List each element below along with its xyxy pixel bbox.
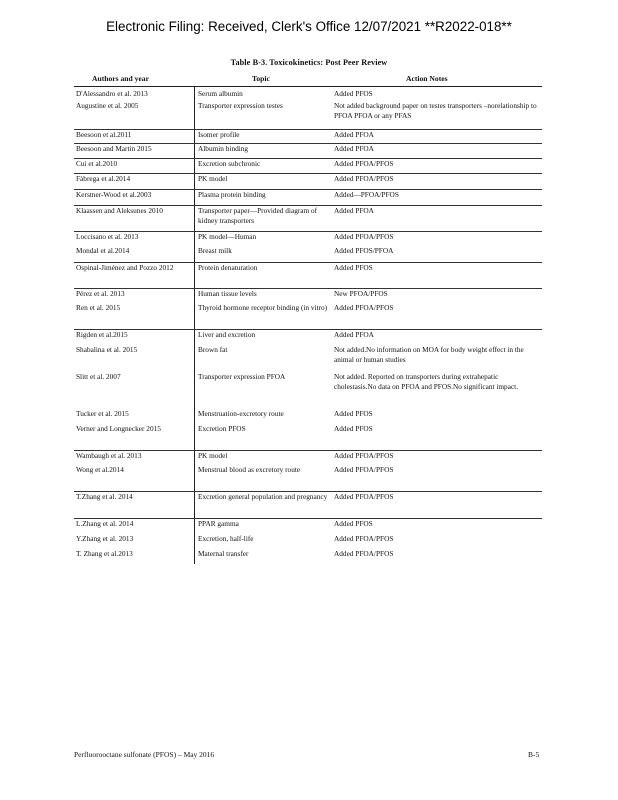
- topic-cell: Albumin binding: [198, 144, 249, 153]
- action-cell: Added PFOA/PFOS: [334, 174, 394, 183]
- author-cell: Ospinal-Jiménez and Pozzo 2012: [76, 263, 174, 272]
- column-header-topic: Topic: [252, 74, 270, 83]
- author-cell: Beesoon and Martin 2015: [76, 144, 152, 153]
- author-cell: Y.Zhang et al. 2013: [76, 534, 134, 543]
- author-cell: Wong et al.2014: [76, 465, 124, 474]
- topic-cell: Excretion subchronic: [198, 159, 261, 168]
- author-cell: T.Zhang et al. 2014: [76, 492, 133, 501]
- action-cell: Added PFOA/PFOS: [334, 465, 394, 474]
- action-cell: Added PFOA: [334, 144, 374, 153]
- action-cell: Not added. Reported on transporters during extrahepatic cholestasis.No data on PFOA and PFOS.No significant impact.: [334, 372, 519, 391]
- action-cell: New PFOA/PFOS: [334, 289, 388, 298]
- author-cell: Loccisano et al. 2013: [76, 232, 139, 241]
- action-cell: Added PFOA: [334, 330, 374, 339]
- topic-cell: Transporter expression PFOA: [198, 372, 286, 381]
- table-row: [74, 450, 542, 460]
- footer-title: Perfluorooctane sulfonate (PFOS) – May 2016: [74, 750, 215, 759]
- topic-cell: PK model—Human: [198, 232, 257, 241]
- topic-cell: PK model: [198, 451, 228, 460]
- topic-cell: Thyroid hormone receptor binding (in vitro): [198, 303, 328, 312]
- topic-cell: Breast milk: [198, 246, 232, 255]
- topic-cell: Human tissue levels: [198, 289, 257, 298]
- topic-cell: Excretion general population and pregnancy: [198, 492, 328, 501]
- action-cell: Added—PFOA/PFOS: [334, 190, 399, 199]
- page-number: B-5: [528, 750, 540, 759]
- author-cell: Shabalina et al. 2015: [76, 345, 138, 354]
- action-cell: Added PFOA/PFOS: [334, 159, 394, 168]
- table-row: [74, 173, 542, 183]
- topic-cell: Menstruation-excretory route: [198, 409, 284, 418]
- table-row: [74, 288, 542, 298]
- table-row: [74, 518, 542, 528]
- table-caption: Table B-3. Toxicokinetics: Post Peer Review: [230, 58, 388, 67]
- action-cell: Added PFOS/PFOA: [334, 246, 394, 255]
- topic-cell: Serum albumin: [198, 89, 243, 98]
- topic-cell: Liver and excretion: [198, 330, 256, 339]
- author-cell: Augustine et al. 2005: [76, 101, 139, 110]
- action-cell: Added PFOA/PFOS: [334, 451, 394, 460]
- author-cell: D'Alessandro et al. 2013: [76, 89, 148, 98]
- table-row: [74, 329, 542, 339]
- table-row: [74, 262, 542, 272]
- table-row: [74, 189, 542, 199]
- author-cell: Wambaugh et al. 2013: [76, 451, 142, 460]
- action-cell: Added PFOA/PFOS: [334, 232, 394, 241]
- table-row: [74, 129, 542, 139]
- topic-cell: Menstrual blood as excretory route: [198, 465, 301, 474]
- action-cell: Added PFOA/PFOS: [334, 492, 394, 501]
- topic-cell: PPAR gamma: [198, 519, 239, 528]
- column-header-authors: Authors and year: [92, 74, 149, 83]
- action-cell: Added PFOA/PFOS: [334, 303, 394, 312]
- topic-cell: Protein denaturation: [198, 263, 258, 272]
- action-cell: Added PFOA/PFOS: [334, 549, 394, 558]
- action-cell: Added PFOS: [334, 424, 373, 433]
- table-row: [74, 143, 542, 153]
- author-cell: Mondal et al.2014: [76, 246, 130, 255]
- author-cell: Verner and Longnecker 2015: [76, 424, 161, 433]
- author-cell: Klaassen and Aleksunes 2010: [76, 206, 163, 215]
- action-cell: Not added.No information on MOA for body weight effect in the animal or human studies: [334, 345, 524, 364]
- topic-cell: PK model: [198, 174, 228, 183]
- action-cell: Not added background paper on testes transporters –norelationship to PFOA PFOA or any PFAS: [334, 101, 537, 120]
- author-cell: Ren et al. 2015: [76, 303, 121, 312]
- action-cell: Added PFOS: [334, 89, 373, 98]
- topic-cell: Plasma protein binding: [198, 190, 266, 199]
- author-cell: Pérez et al. 2013: [76, 289, 125, 298]
- topic-cell: Excretion PFOS: [198, 424, 246, 433]
- table-row: [74, 205, 542, 225]
- table-top-rule: [74, 86, 542, 87]
- topic-cell: Isomer profile: [198, 130, 240, 139]
- author-cell: Cui et al.2010: [76, 159, 118, 168]
- topic-cell: Maternal transfer: [198, 549, 249, 558]
- column-header-action: Action Notes: [406, 74, 448, 83]
- author-cell: Slitt et al. 2007: [76, 372, 121, 381]
- action-cell: Added PFOA: [334, 206, 374, 215]
- table-row: [74, 231, 542, 241]
- author-cell: T. Zhang et al.2013: [76, 549, 133, 558]
- author-cell: Kerstner-Wood et al.2003: [76, 190, 152, 199]
- author-cell: L.Zhang et al. 2014: [76, 519, 134, 528]
- table-row: [74, 158, 542, 168]
- author-cell: Tucker et al. 2015: [76, 409, 129, 418]
- author-cell: Fàbrega et al.2014: [76, 174, 131, 183]
- topic-cell: Transporter expression testes: [198, 101, 283, 110]
- topic-cell: Excretion, half-life: [198, 534, 254, 543]
- topic-cell: Brown fat: [198, 345, 228, 354]
- table-row: [74, 491, 542, 501]
- topic-cell: Transporter paper—Provided diagram of kidney transporters: [198, 206, 318, 225]
- action-cell: Added PFOA: [334, 130, 374, 139]
- action-cell: Added PFOA/PFOS: [334, 534, 394, 543]
- filing-header: Electronic Filing: Received, Clerk's Office 12/07/2021 **R2022-018**: [106, 19, 512, 34]
- action-cell: Added PFOS: [334, 409, 373, 418]
- author-cell: Beesoon et al.2011: [76, 130, 132, 139]
- action-cell: Added PFOS: [334, 263, 373, 272]
- action-cell: Added PFOS: [334, 519, 373, 528]
- author-cell: Rigden et al.2015: [76, 330, 128, 339]
